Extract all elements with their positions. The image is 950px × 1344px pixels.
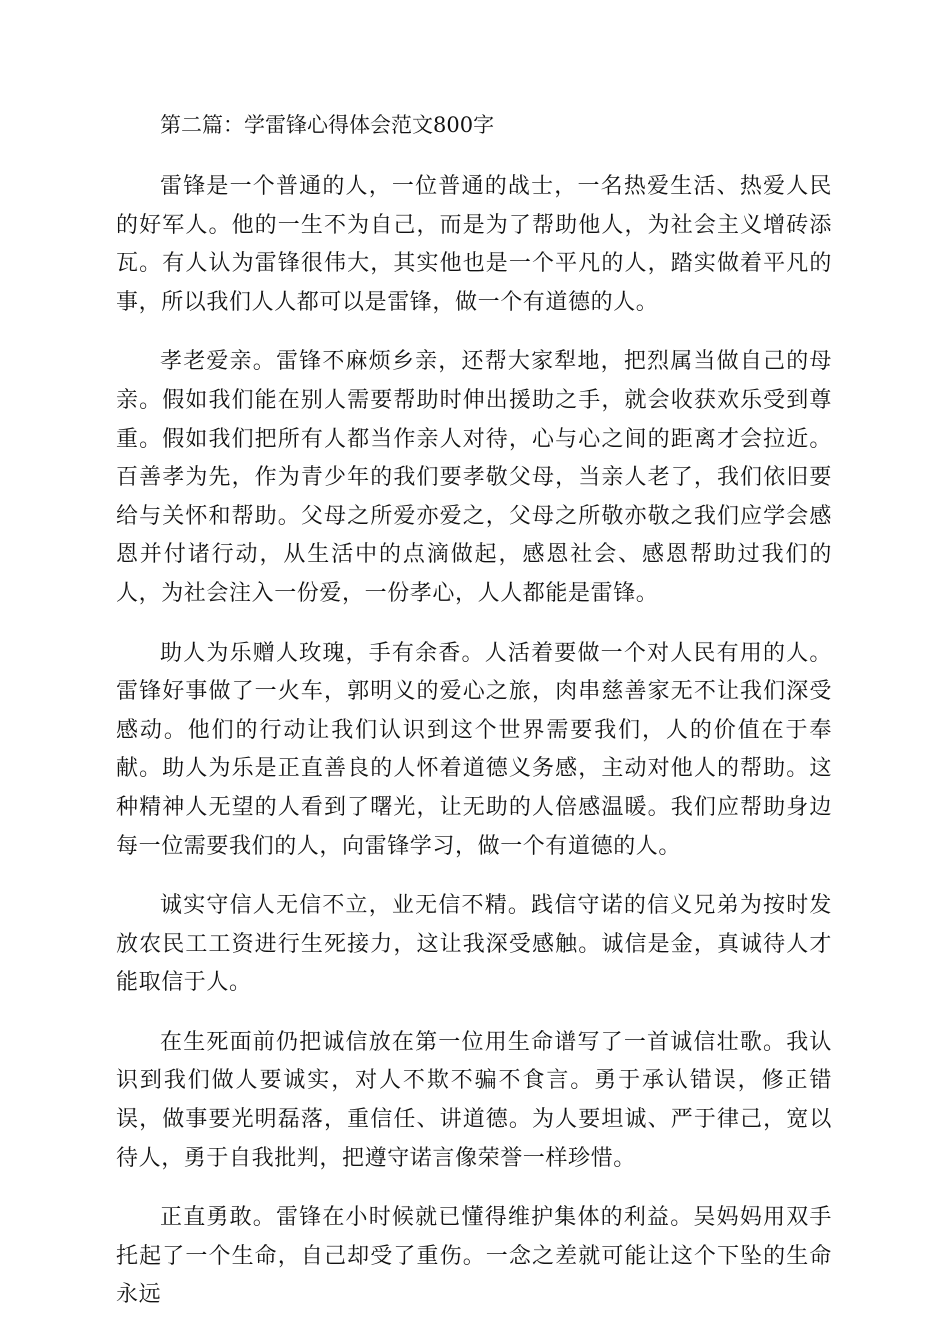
paragraph-helping-others: 助人为乐赠人玫瑰，手有余香。人活着要做一个对人民有用的人。雷锋好事做了一火车，郭明义的爱心之旅，肉串慈善家无不让我们深受感动。他们的行动让我们认识到这个世界需要我们，人的价值在于奉献。助人为乐是正直善良的人怀着道德义务感，主动对他人的帮助。这种精神人无望的人看到了曙光，让无助的人倍感温暖。我们应帮助身边每一位需要我们的人，向雷锋学习，做一个有道德的人。 xyxy=(116,640,832,859)
document-page xyxy=(116,106,832,1336)
paragraph-intro: 雷锋是一个普通的人，一位普通的战士，一名热爱生活、热爱人民的好军人。他的一生不为自己，而是为了帮助他人，为社会主义增砖添瓦。有人认为雷锋很伟大，其实他也是一个平凡的人，踏实做着平凡的事，所以我们人人都可以是雷锋，做一个有道德的人。 xyxy=(116,174,832,315)
paragraph-integrity: 在生死面前仍把诚信放在第一位用生命谱写了一首诚信壮歌。我认识到我们做人要诚实，对人不欺不骗不食言。勇于承认错误，修正错误，做事要光明磊落，重信任、讲道德。为人要坦诚、严于律己，宽以待人，勇于自我批判，把遵守诺言像荣誉一样珍惜。 xyxy=(116,1029,832,1171)
paragraph-courage: 正直勇敢。雷锋在小时候就已懂得维护集体的利益。吴妈妈用双手托起了一个生命，自己却受了重伤。一念之差就可能让这个下坠的生命永远 xyxy=(116,1205,832,1308)
paragraph-filial-piety: 孝老爱亲。雷锋不麻烦乡亲，还帮大家犁地，把烈属当做自己的母亲。假如我们能在别人需要帮助时伸出援助之手，就会收获欢乐受到尊重。假如我们把所有人都当作亲人对待，心与心之间的距离才会拉近。百善孝为先，作为青少年的我们要孝敬父母，当亲人老了，我们依旧要给与关怀和帮助。父母之所爱亦爱之，父母之所敬亦敬之我们应学会感恩并付诸行动，从生活中的点滴做起，感恩社会、感恩帮助过我们的人，为社会注入一份爱，一份孝心，人人都能是雷锋。 xyxy=(116,349,832,606)
document-title: 第二篇：学雷锋心得体会范文800字 xyxy=(160,113,495,137)
paragraph-honesty: 诚实守信人无信不立，业无信不精。践信守诺的信义兄弟为按时发放农民工工资进行生死接力，这让我深受感触。诚信是金，真诚待人才能取信于人。 xyxy=(116,893,832,996)
